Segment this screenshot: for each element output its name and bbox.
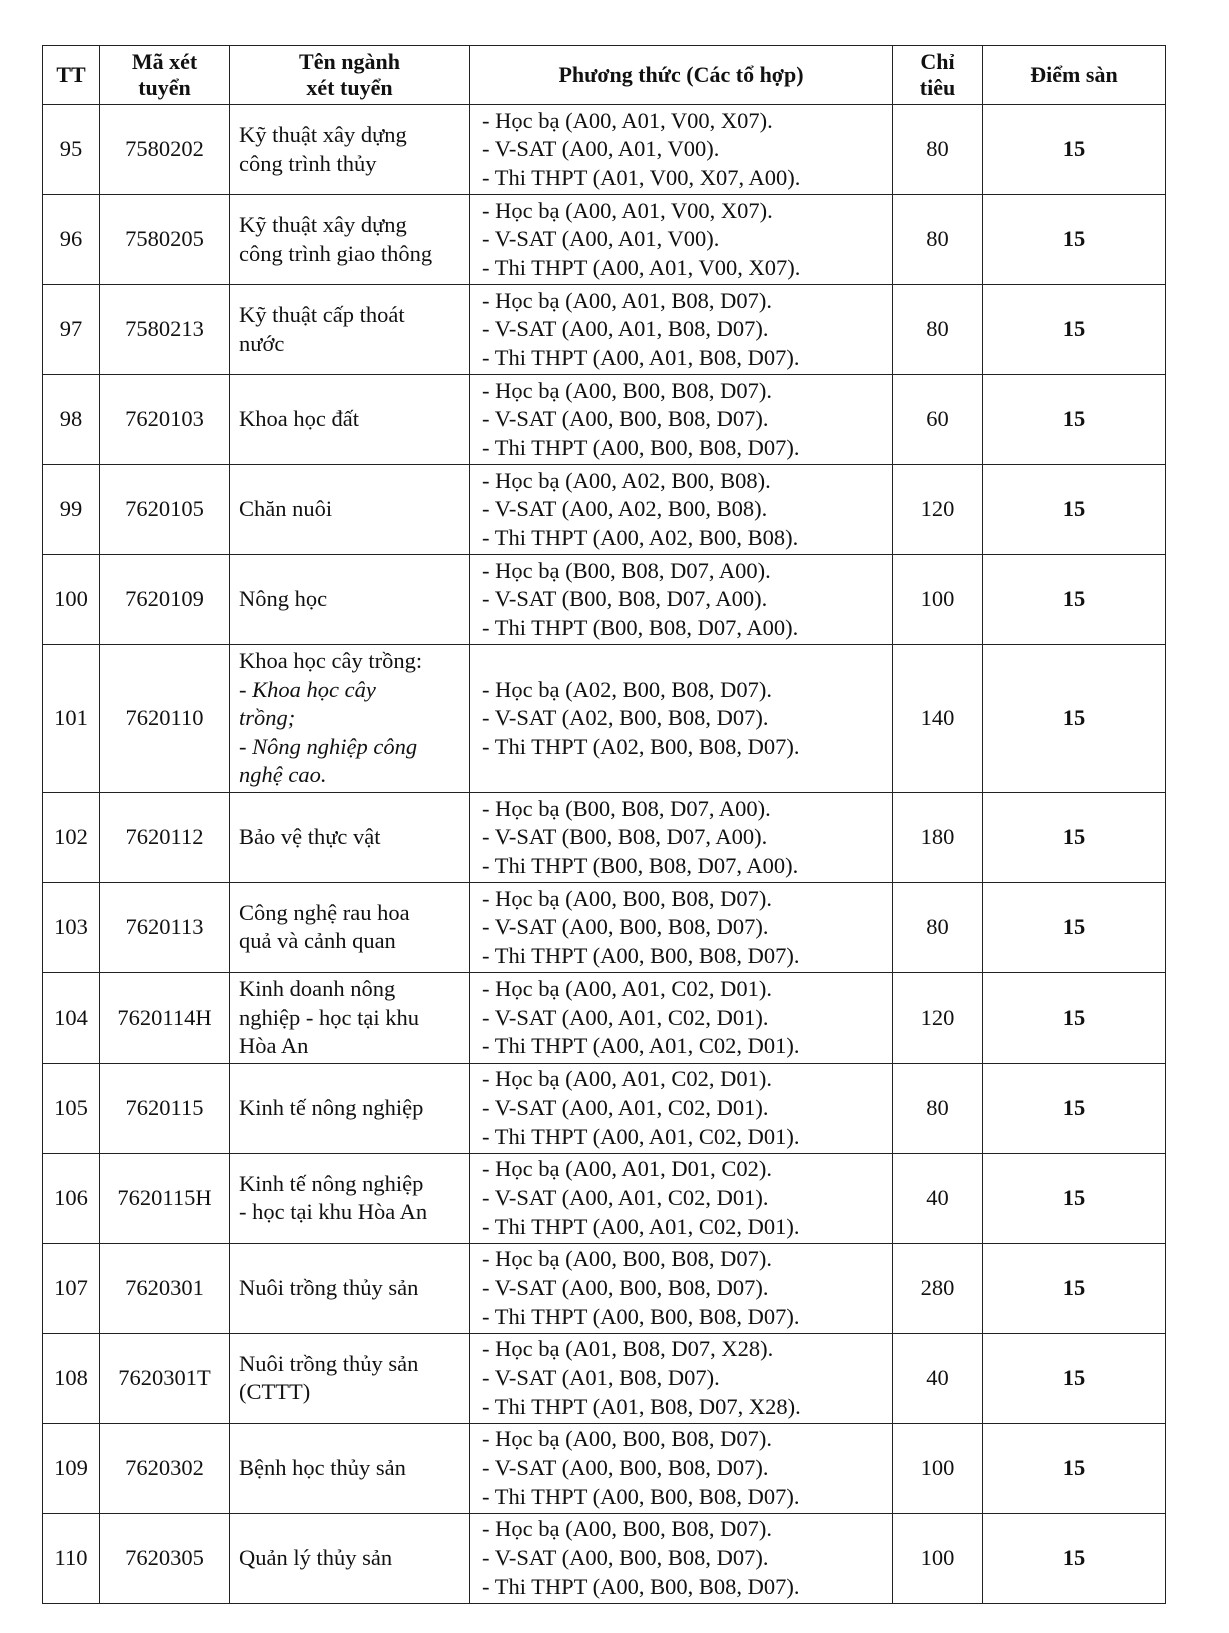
row-name-sub-line: - Nông nghiệp công: [239, 733, 418, 759]
row-score: 15: [983, 285, 1166, 375]
row-method-line: - Thi THPT (A02, B00, B08, D07).: [482, 733, 800, 759]
row-tt: 99: [43, 465, 100, 555]
row-method-line: - Học bạ (A01, B08, D07, X28).: [482, 1336, 774, 1362]
table-row: [43, 1513, 1166, 1603]
table-row: [43, 285, 1166, 375]
row-name: [230, 1423, 470, 1513]
row-quota: 140: [893, 645, 983, 793]
row-score: 15: [983, 1243, 1166, 1333]
row-quota: 40: [893, 1333, 983, 1423]
row-methods: [470, 1513, 893, 1603]
row-method-line: - Học bạ (A00, A01, B08, D07).: [482, 287, 772, 313]
row-method-line: - Học bạ (B00, B08, D07, A00).: [482, 557, 771, 583]
row-tt: 105: [43, 1063, 100, 1153]
row-code: 7620113: [100, 882, 230, 972]
row-name: [230, 882, 470, 972]
row-tt: 102: [43, 792, 100, 882]
table-row: [43, 1333, 1166, 1423]
row-name-line: Bệnh học thủy sản: [239, 1454, 406, 1480]
row-tt: 98: [43, 375, 100, 465]
row-method-line: - Thi THPT (A00, A01, V00, X07).: [482, 254, 801, 280]
row-name: [230, 285, 470, 375]
row-method-line: - Thi THPT (A00, B00, B08, D07).: [482, 434, 800, 460]
row-tt: 97: [43, 285, 100, 375]
table-row: [43, 1063, 1166, 1153]
row-score: 15: [983, 195, 1166, 285]
row-method-line: - Thi THPT (B00, B08, D07, A00).: [482, 614, 799, 640]
row-quota: 100: [893, 1513, 983, 1603]
row-method-line: - V-SAT (A00, B00, B08, D07).: [482, 1544, 769, 1570]
row-code: 7620302: [100, 1423, 230, 1513]
row-score: 15: [983, 1423, 1166, 1513]
table-row: [43, 792, 1166, 882]
row-methods: [470, 1423, 893, 1513]
row-name-line: Công nghệ rau hoa: [239, 899, 410, 925]
header-tt: TT: [43, 46, 100, 105]
row-method-line: - Học bạ (A00, B00, B08, D07).: [482, 885, 772, 911]
row-method-line: - Học bạ (A00, A01, D01, C02).: [482, 1156, 772, 1182]
row-tt: 109: [43, 1423, 100, 1513]
row-tt: 110: [43, 1513, 100, 1603]
header-score: Điểm sàn: [983, 46, 1166, 105]
row-name-line: Kỹ thuật xây dựng: [239, 211, 407, 237]
header-name: [230, 46, 470, 105]
row-name-line: Chăn nuôi: [239, 496, 333, 522]
row-score: 15: [983, 792, 1166, 882]
row-method-line: - Thi THPT (B00, B08, D07, A00).: [482, 852, 799, 878]
row-code: 7620301: [100, 1243, 230, 1333]
table-row: [43, 1153, 1166, 1243]
row-name: [230, 375, 470, 465]
table-row: [43, 972, 1166, 1063]
row-method-line: - Học bạ (A02, B00, B08, D07).: [482, 676, 772, 702]
row-name-line: Hòa An: [239, 1033, 309, 1059]
row-name: [230, 1243, 470, 1333]
row-name-line: công trình thủy: [239, 150, 377, 176]
row-quota: 80: [893, 195, 983, 285]
row-tt: 96: [43, 195, 100, 285]
row-name: [230, 195, 470, 285]
row-method-line: - Học bạ (A00, B00, B08, D07).: [482, 1246, 772, 1272]
row-method-line: - V-SAT (A00, B00, B08, D07).: [482, 1274, 769, 1300]
row-method-line: - Thi THPT (A00, B00, B08, D07).: [482, 1573, 800, 1599]
row-quota: 100: [893, 555, 983, 645]
row-method-line: - Thi THPT (A00, B00, B08, D07).: [482, 1303, 800, 1329]
row-score: 15: [983, 555, 1166, 645]
row-method-line: - V-SAT (A00, B00, B08, D07).: [482, 406, 769, 432]
row-name-line: Nông học: [239, 586, 328, 612]
table-row: [43, 882, 1166, 972]
row-methods: [470, 882, 893, 972]
row-code: 7620109: [100, 555, 230, 645]
table-row: [43, 465, 1166, 555]
row-name-line: Kỹ thuật cấp thoát: [239, 301, 405, 327]
row-tt: 107: [43, 1243, 100, 1333]
header-name-line: xét tuyển: [306, 75, 393, 100]
row-name-line: Quản lý thủy sản: [239, 1544, 393, 1570]
table-row: [43, 645, 1166, 793]
table-body: [43, 105, 1166, 1604]
row-name-line: Nuôi trồng thủy sản: [239, 1350, 419, 1376]
row-name-line: Bảo vệ thực vật: [239, 824, 381, 850]
row-method-line: - Học bạ (A00, B00, B08, D07).: [482, 1426, 772, 1452]
row-method-line: - Thi THPT (A00, A02, B00, B08).: [482, 524, 799, 550]
row-name: [230, 1513, 470, 1603]
row-score: 15: [983, 1333, 1166, 1423]
header-code: [100, 46, 230, 105]
row-methods: [470, 1243, 893, 1333]
row-method-line: - V-SAT (A00, A01, C02, D01).: [482, 1184, 769, 1210]
row-methods: [470, 1063, 893, 1153]
row-code: 7620105: [100, 465, 230, 555]
row-quota: 120: [893, 972, 983, 1063]
row-method-line: - Thi THPT (A00, A01, C02, D01).: [482, 1123, 800, 1149]
row-code: 7580202: [100, 105, 230, 195]
row-method-line: - V-SAT (A01, B08, D07).: [482, 1364, 720, 1390]
row-methods: [470, 375, 893, 465]
row-method-line: - Thi THPT (A00, B00, B08, D07).: [482, 1483, 800, 1509]
row-methods: [470, 1153, 893, 1243]
row-name-line: Kinh doanh nông: [239, 975, 396, 1001]
row-method-line: - Học bạ (A00, B00, B08, D07).: [482, 1516, 772, 1542]
row-name: [230, 972, 470, 1063]
row-methods: [470, 105, 893, 195]
row-method-line: - Thi THPT (A01, B08, D07, X28).: [482, 1393, 801, 1419]
row-score: 15: [983, 1063, 1166, 1153]
row-methods: [470, 792, 893, 882]
row-method-line: - V-SAT (A02, B00, B08, D07).: [482, 705, 769, 731]
row-name-line: (CTTT): [239, 1379, 311, 1405]
row-name: [230, 105, 470, 195]
row-tt: 100: [43, 555, 100, 645]
table-row: [43, 1423, 1166, 1513]
row-tt: 108: [43, 1333, 100, 1423]
row-method-line: - V-SAT (B00, B08, D07, A00).: [482, 824, 768, 850]
row-name-line: quả và cảnh quan: [239, 928, 396, 954]
row-score: 15: [983, 1513, 1166, 1603]
table-row: [43, 555, 1166, 645]
table-row: [43, 1243, 1166, 1333]
header-method: Phương thức (Các tổ hợp): [470, 46, 893, 105]
row-method-line: - V-SAT (B00, B08, D07, A00).: [482, 586, 768, 612]
row-method-line: - Thi THPT (A00, B00, B08, D07).: [482, 942, 800, 968]
row-method-line: - Học bạ (A00, A01, C02, D01).: [482, 975, 772, 1001]
row-quota: 80: [893, 285, 983, 375]
row-quota: 80: [893, 1063, 983, 1153]
row-method-line: - Học bạ (A00, A02, B00, B08).: [482, 467, 771, 493]
row-quota: 60: [893, 375, 983, 465]
row-method-line: - Thi THPT (A00, A01, C02, D01).: [482, 1213, 800, 1239]
row-tt: 106: [43, 1153, 100, 1243]
row-method-line: - V-SAT (A00, A01, C02, D01).: [482, 1004, 769, 1030]
row-name: [230, 555, 470, 645]
row-name-line: Nuôi trồng thủy sản: [239, 1274, 419, 1300]
row-score: 15: [983, 645, 1166, 793]
row-code: 7580205: [100, 195, 230, 285]
row-code: 7580213: [100, 285, 230, 375]
row-quota: 40: [893, 1153, 983, 1243]
header-code-line: tuyển: [138, 75, 191, 100]
row-method-line: - Thi THPT (A00, A01, B08, D07).: [482, 344, 800, 370]
row-methods: [470, 645, 893, 793]
row-methods: [470, 555, 893, 645]
row-name-sub-line: nghệ cao.: [239, 762, 327, 788]
row-name-line: Kỹ thuật xây dựng: [239, 121, 407, 147]
row-name: [230, 1333, 470, 1423]
row-name-line: Khoa học cây trồng:: [239, 648, 423, 673]
row-name: [230, 1063, 470, 1153]
row-methods: [470, 1333, 893, 1423]
row-quota: 120: [893, 465, 983, 555]
row-quota: 100: [893, 1423, 983, 1513]
row-code: 7620103: [100, 375, 230, 465]
row-name-line: Khoa học đất: [239, 406, 359, 432]
row-code: 7620112: [100, 792, 230, 882]
row-tt: 101: [43, 645, 100, 793]
admission-table: [42, 45, 1166, 1604]
row-tt: 95: [43, 105, 100, 195]
row-code: 7620305: [100, 1513, 230, 1603]
row-quota: 80: [893, 882, 983, 972]
row-methods: [470, 195, 893, 285]
row-method-line: - Học bạ (A00, A01, C02, D01).: [482, 1066, 772, 1092]
row-method-line: - Học bạ (A00, B00, B08, D07).: [482, 377, 772, 403]
row-method-line: - V-SAT (A00, A01, V00).: [482, 136, 720, 162]
row-method-line: - V-SAT (A00, B00, B08, D07).: [482, 914, 769, 940]
row-tt: 103: [43, 882, 100, 972]
row-score: 15: [983, 375, 1166, 465]
row-score: 15: [983, 1153, 1166, 1243]
row-name-sub-line: - Khoa học cây: [239, 676, 376, 702]
row-name: [230, 1153, 470, 1243]
row-name-line: Kinh tế nông nghiệp: [239, 1170, 424, 1196]
row-name-line: Kinh tế nông nghiệp: [239, 1094, 424, 1120]
row-method-line: - V-SAT (A00, B00, B08, D07).: [482, 1454, 769, 1480]
row-name-line: nước: [239, 330, 285, 356]
row-method-line: - V-SAT (A00, A01, V00).: [482, 226, 720, 252]
header-quota-line: tiêu: [919, 75, 956, 100]
row-method-line: - Thi THPT (A01, V00, X07, A00).: [482, 164, 801, 190]
row-name: [230, 465, 470, 555]
table-row: [43, 195, 1166, 285]
row-name-line: - học tại khu Hòa An: [239, 1199, 428, 1225]
row-code: 7620301T: [100, 1333, 230, 1423]
row-name-line: nghiệp - học tại khu: [239, 1004, 419, 1030]
table-row: [43, 105, 1166, 195]
row-name: [230, 792, 470, 882]
row-method-line: - Học bạ (B00, B08, D07, A00).: [482, 795, 771, 821]
row-methods: [470, 972, 893, 1063]
row-methods: [470, 285, 893, 375]
row-methods: [470, 465, 893, 555]
row-code: 7620115H: [100, 1153, 230, 1243]
row-method-line: - V-SAT (A00, A01, C02, D01).: [482, 1094, 769, 1120]
row-score: 15: [983, 972, 1166, 1063]
row-method-line: - Học bạ (A00, A01, V00, X07).: [482, 197, 773, 223]
row-method-line: - V-SAT (A00, A01, B08, D07).: [482, 316, 769, 342]
row-code: 7620114H: [100, 972, 230, 1063]
row-method-line: - V-SAT (A00, A02, B00, B08).: [482, 496, 768, 522]
row-quota: 80: [893, 105, 983, 195]
row-score: 15: [983, 465, 1166, 555]
row-method-line: - Học bạ (A00, A01, V00, X07).: [482, 107, 773, 133]
header-row: [43, 46, 1166, 105]
row-tt: 104: [43, 972, 100, 1063]
row-quota: 180: [893, 792, 983, 882]
row-name-line: công trình giao thông: [239, 240, 433, 266]
row-code: 7620110: [100, 645, 230, 793]
header-code-line: Mã xét: [131, 49, 198, 74]
row-name-sub-line: trồng;: [239, 705, 296, 731]
header-quota-line: Chỉ: [920, 49, 955, 74]
header-name-line: Tên ngành: [299, 49, 400, 74]
row-score: 15: [983, 105, 1166, 195]
row-score: 15: [983, 882, 1166, 972]
row-quota: 280: [893, 1243, 983, 1333]
table-row: [43, 375, 1166, 465]
header-quota: [893, 46, 983, 105]
row-name: [230, 645, 470, 793]
row-method-line: - Thi THPT (A00, A01, C02, D01).: [482, 1033, 800, 1059]
row-code: 7620115: [100, 1063, 230, 1153]
